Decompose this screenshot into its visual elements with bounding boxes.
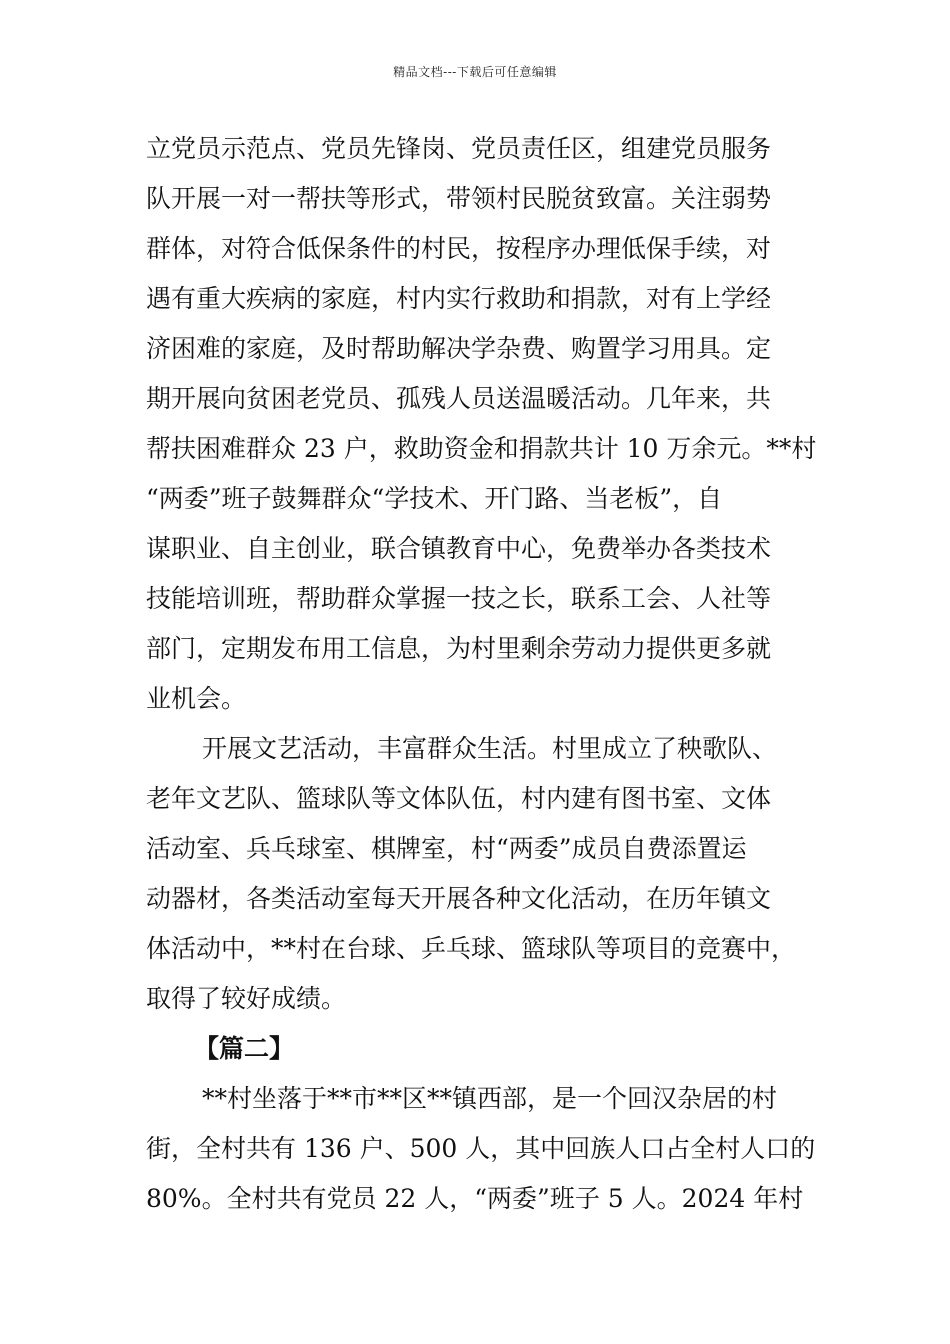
- paragraph-line: 业机会。: [146, 684, 247, 713]
- paragraph-line: 立党员示范点、党员先锋岗、党员责任区，组建党员服务: [146, 134, 772, 163]
- paragraph-line: 活动室、兵乓球室、棋牌室，村“两委”成员自费添置运: [146, 834, 747, 863]
- paragraph-line: 技能培训班，帮助群众掌握一技之长，联系工会、人社等: [146, 584, 772, 613]
- paragraph-line: 队开展一对一帮扶等形式，带领村民脱贫致富。关注弱势: [146, 184, 772, 213]
- paragraph-line: 帮扶困难群众 23 户，救助资金和捐款共计 10 万余元。**村: [146, 434, 817, 463]
- paragraph-line: 部门，定期发布用工信息，为村里剩余劳动力提供更多就: [146, 634, 772, 663]
- paragraph-line: 取得了较好成绩。: [146, 984, 347, 1013]
- paragraph-line: 街，全村共有 136 户、500 人，其中回族人口占全村人口的: [146, 1134, 816, 1163]
- paragraph-line: **村坐落于**市**区**镇西部，是一个回汉杂居的村: [202, 1084, 778, 1113]
- paragraph-line: 群体，对符合低保条件的村民，按程序办理低保手续，对: [146, 234, 772, 263]
- paragraph-line: 遇有重大疾病的家庭，村内实行救助和捐款，对有上学经: [146, 284, 772, 313]
- paragraph-line: 老年文艺队、篮球队等文体队伍，村内建有图书室、文体: [146, 784, 772, 813]
- paragraph-line: 期开展向贫困老党员、孤残人员送温暖活动。几年来，共: [146, 384, 772, 413]
- document-body: [146, 124, 826, 1224]
- paragraph-line: 体活动中，**村在台球、乒乓球、篮球队等项目的竞赛中，: [146, 934, 797, 963]
- paragraph-line: 开展文艺活动，丰富群众生活。村里成立了秧歌队、: [202, 734, 778, 763]
- paragraph-line: 谋职业、自主创业，联合镇教育中心，免费举办各类技术: [146, 534, 772, 563]
- paragraph-line: 济困难的家庭，及时帮助解决学杂费、购置学习用具。定: [146, 334, 772, 363]
- page-header: 精品文档---下载后可任意编辑: [393, 65, 557, 79]
- paragraph-line: 动器材，各类活动室每天开展各种文化活动，在历年镇文: [146, 884, 772, 913]
- paragraph-line: 80%。全村共有党员 22 人，“两委”班子 5 人。2024 年村: [146, 1184, 804, 1213]
- paragraph-line: “两委”班子鼓舞群众“学技术、开门路、当老板”，自: [146, 484, 723, 513]
- section-heading: 【篇二】: [194, 1034, 295, 1063]
